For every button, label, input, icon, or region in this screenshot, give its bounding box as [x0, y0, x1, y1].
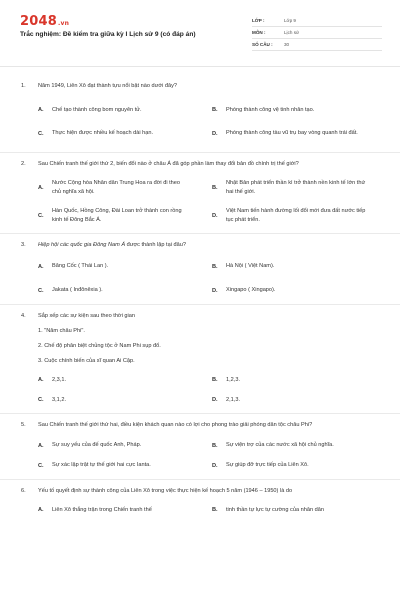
option-text: Phóng thành công vệ tinh nhân tạo.: [226, 106, 315, 113]
option-text: Băng Cốc ( Thái Lan ).: [52, 263, 109, 270]
question-text: Sau Chiến tranh thế giới thứ hai, điều kiện khách quan nào có lợi cho phong trào giải phóng dân tộc châu Phi?: [38, 422, 313, 428]
option-a[interactable]: [0, 106, 200, 115]
site-logo[interactable]: [20, 14, 69, 29]
answer-options: [0, 504, 400, 516]
option-text: Phóng thành công tàu vũ trụ bay vòng quanh trái đất.: [226, 130, 358, 137]
question-3: [0, 241, 400, 305]
question-stem: [0, 241, 400, 251]
option-row: [0, 178, 400, 198]
answer-options: [0, 261, 400, 297]
meta-row-subject: [252, 27, 382, 39]
option-text: 2,3,1.: [52, 376, 66, 383]
question-text-italic: Hiệp hội các quốc gia Đông Nam Á: [38, 242, 126, 248]
option-b[interactable]: [200, 262, 400, 271]
option-text: 1,2,3.: [226, 376, 240, 383]
event-item-3: 3. Cuộc chính biến của sĩ quan Ai Cập.: [38, 358, 135, 364]
meta-value: Lớp 9: [284, 18, 296, 23]
question-5: [0, 421, 400, 480]
option-text: 2,1,3.: [226, 396, 240, 403]
option-c[interactable]: [0, 461, 200, 470]
option-key: B.: [212, 442, 218, 449]
logo-text: 2048: [20, 14, 57, 29]
answer-options: [0, 104, 400, 145]
question-stem: [0, 82, 400, 92]
option-row: [0, 374, 400, 386]
question-number: 3.: [21, 242, 26, 248]
question-4: [0, 312, 400, 415]
question-number: 4.: [21, 312, 26, 319]
question-divider: [0, 304, 400, 305]
question-text: Sắp xếp các sự kiện sau theo thời gian: [38, 312, 135, 319]
option-text: Liên Xô thắng trận trong Chiến tranh thế: [52, 506, 152, 513]
option-b[interactable]: [200, 441, 400, 450]
option-key: A.: [38, 442, 44, 449]
option-text: Hà Nội ( Việt Nam).: [226, 263, 275, 270]
option-row: [0, 104, 400, 117]
option-c[interactable]: [0, 129, 200, 138]
option-key: A.: [38, 185, 44, 191]
question-stem: [0, 487, 400, 497]
option-key: A.: [38, 263, 44, 270]
page-title: Trắc nghiệm: Đề kiểm tra giữa kỳ I Lịch sử 9 (có đáp án): [20, 31, 196, 38]
answer-options: [0, 440, 400, 472]
question-divider: [0, 152, 400, 153]
option-text: Thực hiện được nhiều kế hoạch dài hạn.: [52, 130, 154, 137]
question-text: Yếu tố quyết định sự thành công của Liên Xô trong việc thực hiện kế hoạch 5 năm (1946 – 1950) là do: [38, 487, 293, 494]
question-text: Năm 1949, Liên Xô đạt thành tựu nổi bật nào dưới đây?: [38, 83, 177, 89]
meta-row-class: [252, 15, 382, 27]
question-stem: [0, 160, 400, 170]
option-row: [0, 440, 400, 452]
question-text-rest: được thành lập tại đâu?: [125, 242, 186, 248]
option-b[interactable]: [200, 376, 400, 385]
option-a[interactable]: [0, 179, 200, 196]
option-text: Chế tạo thành công bom nguyên tử.: [52, 106, 142, 113]
option-text: tinh thần tự lực tự cường của nhân dân: [226, 506, 324, 513]
option-text: Sự giúp đỡ trực tiếp của Liên Xô.: [226, 462, 309, 469]
option-key: C.: [38, 462, 44, 469]
option-text: Sự suy yếu của đế quốc Anh, Pháp.: [52, 442, 142, 449]
option-key: D.: [212, 287, 218, 294]
event-item-1: 1. "Năm châu Phi".: [38, 328, 85, 334]
question-number: 6.: [21, 487, 26, 494]
option-b[interactable]: [200, 506, 400, 515]
question-divider: [0, 413, 400, 414]
option-key: C.: [38, 130, 44, 137]
option-row: [0, 394, 400, 406]
option-text: 3,1,2.: [52, 396, 66, 403]
option-row: [0, 285, 400, 297]
answer-options: [0, 178, 400, 226]
option-b[interactable]: [200, 106, 400, 115]
option-row: [0, 460, 400, 472]
option-a[interactable]: [0, 506, 200, 515]
question-text: Sau Chiến tranh thế giới thứ 2, biến đổi nào ở châu Á đã góp phần làm thay đổi bản đồ chính trị thế giới?: [38, 160, 299, 167]
option-text: Hàn Quốc, Hồng Công, Đài Loan trở thành con rồng kinh tế Đông Bắc Á.: [52, 208, 182, 223]
option-key: C.: [38, 287, 44, 294]
option-a[interactable]: [0, 262, 200, 271]
question-number: 2.: [21, 160, 26, 167]
option-key: D.: [212, 130, 218, 137]
event-item-2: 2. Chế độ phân biệt chủng tộc ở Nam Phi sụp đổ.: [38, 343, 161, 349]
option-row: [0, 504, 400, 516]
logo-suffix: .vn: [57, 20, 70, 27]
option-d[interactable]: [200, 129, 400, 138]
option-text: Sự viện trợ của các nước xã hội chủ nghĩa.: [226, 442, 334, 449]
option-d[interactable]: [200, 286, 400, 295]
meta-table: [252, 15, 382, 51]
meta-row-count: [252, 39, 382, 51]
option-text: Nước Cộng hòa Nhân dân Trung Hoa ra đời đi theo chủ nghĩa xã hội.: [52, 180, 181, 195]
option-d[interactable]: [200, 396, 400, 405]
option-key: A.: [38, 507, 44, 513]
option-key: C.: [38, 213, 44, 219]
option-key: A.: [38, 377, 44, 383]
option-a[interactable]: [0, 441, 200, 450]
question-stem: [0, 312, 400, 322]
option-key: A.: [38, 107, 44, 113]
option-text: Việt Nam tiến hành đường lối đổi mới đưa đất nước tiếp tục phát triển.: [226, 208, 366, 223]
option-key: D.: [212, 213, 218, 219]
option-key: D.: [212, 397, 218, 403]
option-text: Nhật Bản phát triển thần kì trở thành nền kinh tế lớn thứ hai thế giới.: [226, 180, 366, 195]
option-row: [0, 261, 400, 273]
question-list: [0, 70, 400, 516]
option-key: B.: [212, 377, 218, 383]
option-key: B.: [212, 263, 218, 270]
option-key: D.: [212, 462, 218, 469]
meta-key: MÔN :: [252, 30, 266, 35]
question-number: 5.: [21, 422, 26, 428]
meta-key: SỐ CÂU :: [252, 42, 273, 47]
option-d[interactable]: [200, 207, 400, 224]
meta-value: Lịch sử: [284, 30, 300, 35]
option-key: B.: [212, 107, 218, 113]
option-a[interactable]: [0, 376, 200, 385]
option-row: [0, 206, 400, 226]
header-divider: [0, 66, 400, 67]
answer-options: [0, 374, 400, 406]
option-text: Jakata ( Inđônêxia ).: [52, 287, 103, 294]
question-divider: [0, 233, 400, 234]
option-key: B.: [212, 507, 218, 513]
option-text: Sự xác lập trật tự thế giới hai cực Ianta.: [52, 462, 151, 469]
option-c[interactable]: [0, 286, 200, 295]
question-2: [0, 160, 400, 235]
question-stem: [0, 421, 400, 431]
meta-key: LỚP :: [252, 18, 265, 23]
header: [0, 0, 400, 68]
option-d[interactable]: [200, 461, 400, 470]
option-c[interactable]: [0, 207, 200, 224]
question-divider: [0, 479, 400, 480]
option-b[interactable]: [200, 179, 400, 196]
option-key: C.: [38, 397, 44, 403]
option-c[interactable]: [0, 396, 200, 405]
question-1: [0, 82, 400, 153]
option-row: [0, 123, 400, 145]
option-text: Xingapo ( Xingapo).: [226, 287, 276, 294]
meta-value: 30: [284, 42, 290, 47]
question-6: [0, 487, 400, 517]
question-number: 1.: [21, 83, 26, 89]
option-key: B.: [212, 185, 218, 191]
